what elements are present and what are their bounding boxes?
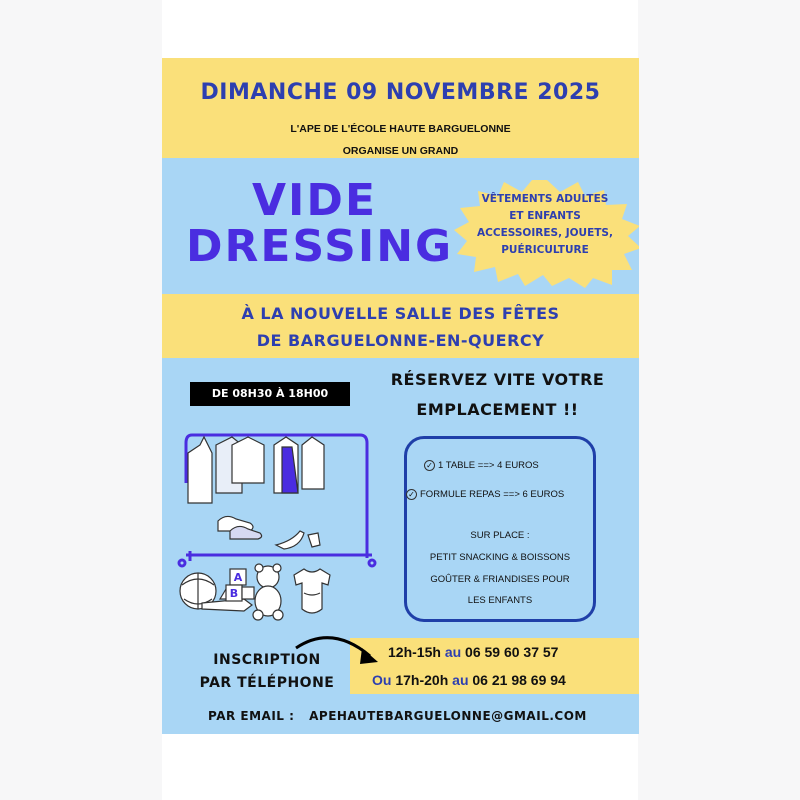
hanging-clothes-icon (188, 437, 324, 503)
block-letter-b: B (229, 587, 239, 600)
teddy-bear-icon (253, 564, 283, 620)
burst-line-4: PUÉRICULTURE (501, 244, 589, 256)
email-line (208, 709, 587, 723)
event-date: DIMANCHE 09 NOVEMBRE 2025 (200, 80, 601, 105)
check-circle-icon: ✓ (406, 489, 417, 500)
burst-line-2: ET ENFANTS (509, 210, 581, 222)
phone-slot-2 (372, 672, 566, 688)
organizer-line-1: L'APE DE L'ÉCOLE HAUTE BARGUELONNE (290, 123, 511, 135)
reserve-line-1: RÉSERVEZ VITE VOTRE (390, 370, 605, 389)
baby-bodysuit-icon (294, 569, 330, 613)
phone-slot-2-prefix: Ou (372, 672, 392, 688)
burst-line-3: ACCESSOIRES, JOUETS, (477, 227, 613, 239)
phone-slot-1 (388, 644, 558, 660)
phone-slot-2-time: 17h-20h (395, 672, 449, 688)
arrow-icon (292, 630, 382, 670)
organizer-line-2: ORGANISE UN GRAND (342, 145, 459, 157)
check-circle-icon: ✓ (424, 460, 435, 471)
price-table-text: 1 TABLE ==> 4 EUROS (438, 460, 539, 472)
side-margin-left (0, 0, 162, 800)
phone-slot-1-time: 12h-15h (388, 644, 441, 660)
venue-line-2: DE BARGUELONNE-EN-QUERCY (256, 331, 545, 350)
clothes-rack-illustration (172, 423, 392, 628)
email-address[interactable]: APEHAUTEBARGUELONNE@GMAIL.COM (309, 709, 587, 723)
onsite-title: SUR PLACE : (470, 530, 530, 541)
shoe-icon (218, 516, 262, 539)
phone-slot-1-au: au (444, 644, 462, 660)
alphabet-blocks-icon (226, 569, 254, 601)
phone-number-1[interactable]: 06 59 60 37 57 (465, 644, 559, 660)
side-margin-right (638, 0, 800, 800)
opening-hours-badge: DE 08H30 À 18H00 (190, 382, 350, 406)
price-repas-text: FORMULE REPAS ==> 6 EUROS (420, 489, 565, 501)
event-title-dressing: DRESSING (186, 221, 454, 272)
onsite-line-3: LES ENFANTS (467, 595, 533, 606)
burst-line-1: VÊTEMENTS ADULTES (481, 193, 609, 205)
onsite-line-1: PETIT SNACKING & BOISSONS (429, 552, 571, 563)
inscription-line-1: INSCRIPTION (213, 652, 321, 668)
starburst-text (460, 191, 630, 259)
email-label: PAR EMAIL : (208, 709, 295, 723)
event-title-vide: VIDE (252, 175, 378, 226)
price-repas-line (406, 489, 564, 500)
venue-line-1: À LA NOUVELLE SALLE DES FÊTES (241, 304, 560, 323)
phone-slot-2-au: au (452, 672, 469, 688)
event-poster (162, 58, 639, 734)
price-table-line (424, 460, 539, 471)
top-yellow-band (162, 58, 639, 158)
onsite-line-2: GOÛTER & FRIANDISES POUR (430, 574, 570, 585)
block-letter-a: A (233, 571, 243, 584)
phone-number-2[interactable]: 06 21 98 69 94 (472, 672, 566, 688)
inscription-line-2: PAR TÉLÉPHONE (199, 675, 335, 691)
reserve-line-2: EMPLACEMENT !! (416, 400, 579, 419)
heel-icon (276, 531, 320, 549)
